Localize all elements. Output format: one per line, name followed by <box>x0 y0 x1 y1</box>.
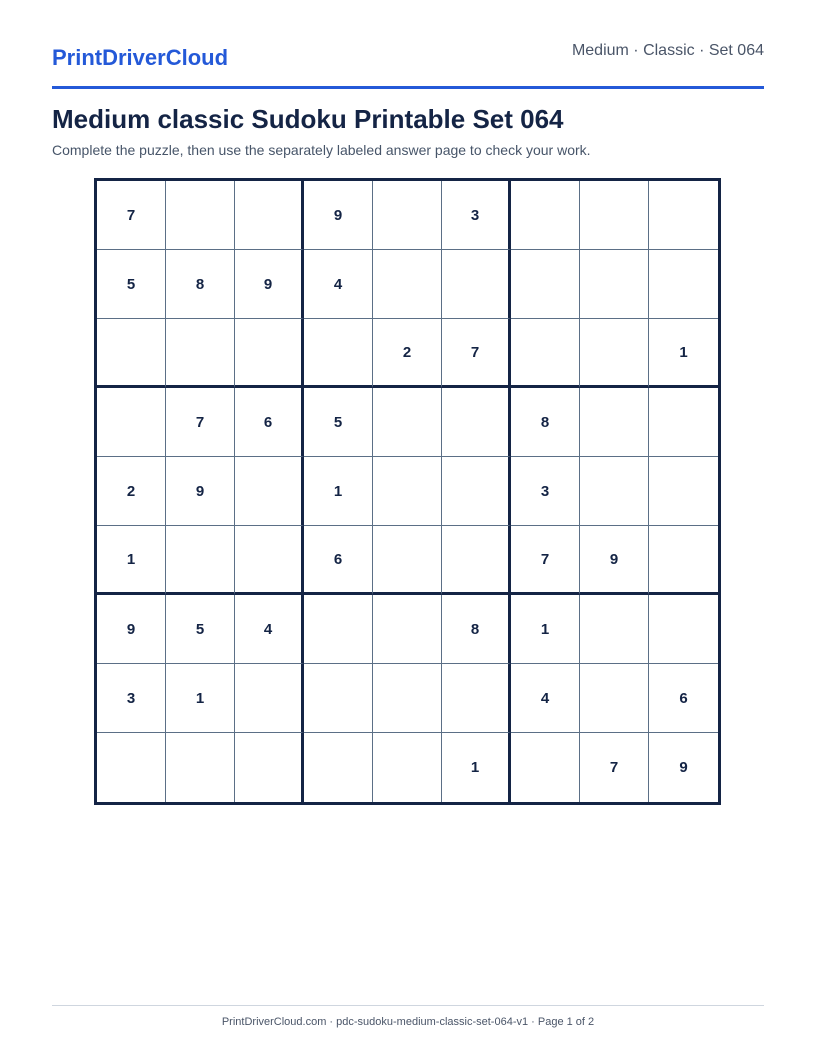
sudoku-cell-r6c8: 9 <box>580 526 649 595</box>
sudoku-cell-r4c5 <box>373 388 442 457</box>
footer-text: PrintDriverCloud.com · pdc-sudoku-medium-classic-set-064-v1 · Page 1 of 2 <box>221 1016 595 1028</box>
sudoku-cell-r2c7 <box>511 250 580 319</box>
sudoku-cell-r4c7: 8 <box>511 388 580 457</box>
page-footer <box>52 1005 764 1029</box>
sudoku-cell-r1c3 <box>235 181 304 250</box>
sudoku-cell-r1c7 <box>511 181 580 250</box>
sudoku-cell-r8c5 <box>373 664 442 733</box>
sudoku-cell-r8c6 <box>442 664 511 733</box>
sudoku-cell-r7c2: 5 <box>166 595 235 664</box>
sudoku-cell-r5c5 <box>373 457 442 526</box>
sudoku-cell-r2c1: 5 <box>97 250 166 319</box>
sudoku-cell-r4c4: 5 <box>304 388 373 457</box>
sudoku-cell-r8c9: 6 <box>649 664 718 733</box>
sudoku-cell-r1c6: 3 <box>442 181 511 250</box>
sudoku-cell-r3c7 <box>511 319 580 388</box>
sudoku-cell-r2c8 <box>580 250 649 319</box>
sudoku-cell-r5c7: 3 <box>511 457 580 526</box>
sudoku-cell-r2c2: 8 <box>166 250 235 319</box>
sudoku-cell-r4c8 <box>580 388 649 457</box>
sudoku-cell-r8c7: 4 <box>511 664 580 733</box>
sudoku-cell-r2c9 <box>649 250 718 319</box>
sudoku-cell-r9c4 <box>304 733 373 802</box>
sudoku-cell-r9c9: 9 <box>679 759 688 776</box>
sudoku-cell-r9c7 <box>511 733 580 802</box>
sudoku-cell-r3c3 <box>235 319 304 388</box>
sudoku-cell-r8c3 <box>235 664 304 733</box>
sudoku-cell-r5c9 <box>649 457 718 526</box>
sudoku-grid <box>94 178 721 805</box>
sudoku-cell-r9c8: 7 <box>580 733 649 802</box>
sudoku-cell-r9c1 <box>97 733 166 802</box>
sudoku-cell-r6c7: 7 <box>511 526 580 595</box>
sudoku-cell-r3c4 <box>304 319 373 388</box>
sudoku-cell-r2c6 <box>442 250 511 319</box>
sudoku-cell-r6c4: 6 <box>304 526 373 595</box>
sudoku-cell-r7c7: 1 <box>511 595 580 664</box>
sudoku-cell-r7c8 <box>580 595 649 664</box>
sudoku-cell-r5c1: 2 <box>97 457 166 526</box>
sudoku-cell-r6c9 <box>649 526 718 595</box>
sudoku-cell-r1c9 <box>649 181 718 250</box>
sudoku-cell-r4c3: 6 <box>235 388 304 457</box>
sudoku-cell-r6c2 <box>166 526 235 595</box>
sudoku-cell-r5c6 <box>442 457 511 526</box>
sudoku-cell-r1c4: 9 <box>304 181 373 250</box>
page-subtitle: Complete the puzzle, then use the separately labeled answer page to check your work. <box>52 142 591 158</box>
sudoku-cell-r9c5 <box>373 733 442 802</box>
sudoku-cell-r4c2: 7 <box>166 388 235 457</box>
sudoku-cell-r5c3 <box>235 457 304 526</box>
sudoku-cell-r6c1: 1 <box>97 526 166 595</box>
sudoku-cell-r5c2: 9 <box>166 457 235 526</box>
sudoku-cell-r3c1 <box>97 319 166 388</box>
sudoku-cell-r1c8 <box>580 181 649 250</box>
sudoku-cell-r6c5 <box>373 526 442 595</box>
sudoku-cell-r6c3 <box>235 526 304 595</box>
sudoku-cell-r7c1: 9 <box>97 595 166 664</box>
sudoku-cell-r4c1 <box>97 388 166 457</box>
sudoku-cell-r3c2 <box>166 319 235 388</box>
sudoku-cell-r8c1: 3 <box>97 664 166 733</box>
sudoku-cell-r5c4: 1 <box>304 457 373 526</box>
sudoku-cell-r1c5 <box>373 181 442 250</box>
sudoku-cell-r2c3: 9 <box>235 250 304 319</box>
sudoku-cell-r2c4: 4 <box>304 250 373 319</box>
sudoku-cell-r1c2 <box>166 181 235 250</box>
page-header <box>52 0 764 89</box>
sudoku-cell-r9c6: 1 <box>442 733 511 802</box>
sudoku-cell-r7c4 <box>304 595 373 664</box>
sudoku-cell-r3c5: 2 <box>373 319 442 388</box>
sudoku-cell-r3c6: 7 <box>442 319 511 388</box>
sudoku-cell-r7c5 <box>373 595 442 664</box>
sudoku-cell-r9c3 <box>235 733 304 802</box>
sudoku-cell-r6c6 <box>442 526 511 595</box>
sudoku-cell-r3c9: 1 <box>649 319 718 388</box>
sudoku-cell-r3c8 <box>580 319 649 388</box>
sudoku-cell-r1c1: 7 <box>97 181 166 250</box>
sudoku-cell-r8c2: 1 <box>166 664 235 733</box>
sudoku-cell-r7c3: 4 <box>235 595 304 664</box>
sudoku-cell-r2c5 <box>373 250 442 319</box>
sudoku-cell-r4c6 <box>442 388 511 457</box>
sudoku-cell-r9c2 <box>166 733 235 802</box>
sudoku-cell-r8c8 <box>580 664 649 733</box>
brand-logo-text: PrintDriverCloud <box>52 45 229 70</box>
sudoku-cell-r7c9 <box>649 595 718 664</box>
sudoku-cell-r4c9 <box>649 388 718 457</box>
sudoku-cell-r7c6: 8 <box>442 595 511 664</box>
page-title: Medium classic Sudoku Printable Set 064 <box>52 104 564 134</box>
puzzle-meta: Medium · Classic · Set 064 <box>571 42 764 59</box>
sudoku-cell-r5c8 <box>580 457 649 526</box>
sudoku-cell-r8c4 <box>304 664 373 733</box>
